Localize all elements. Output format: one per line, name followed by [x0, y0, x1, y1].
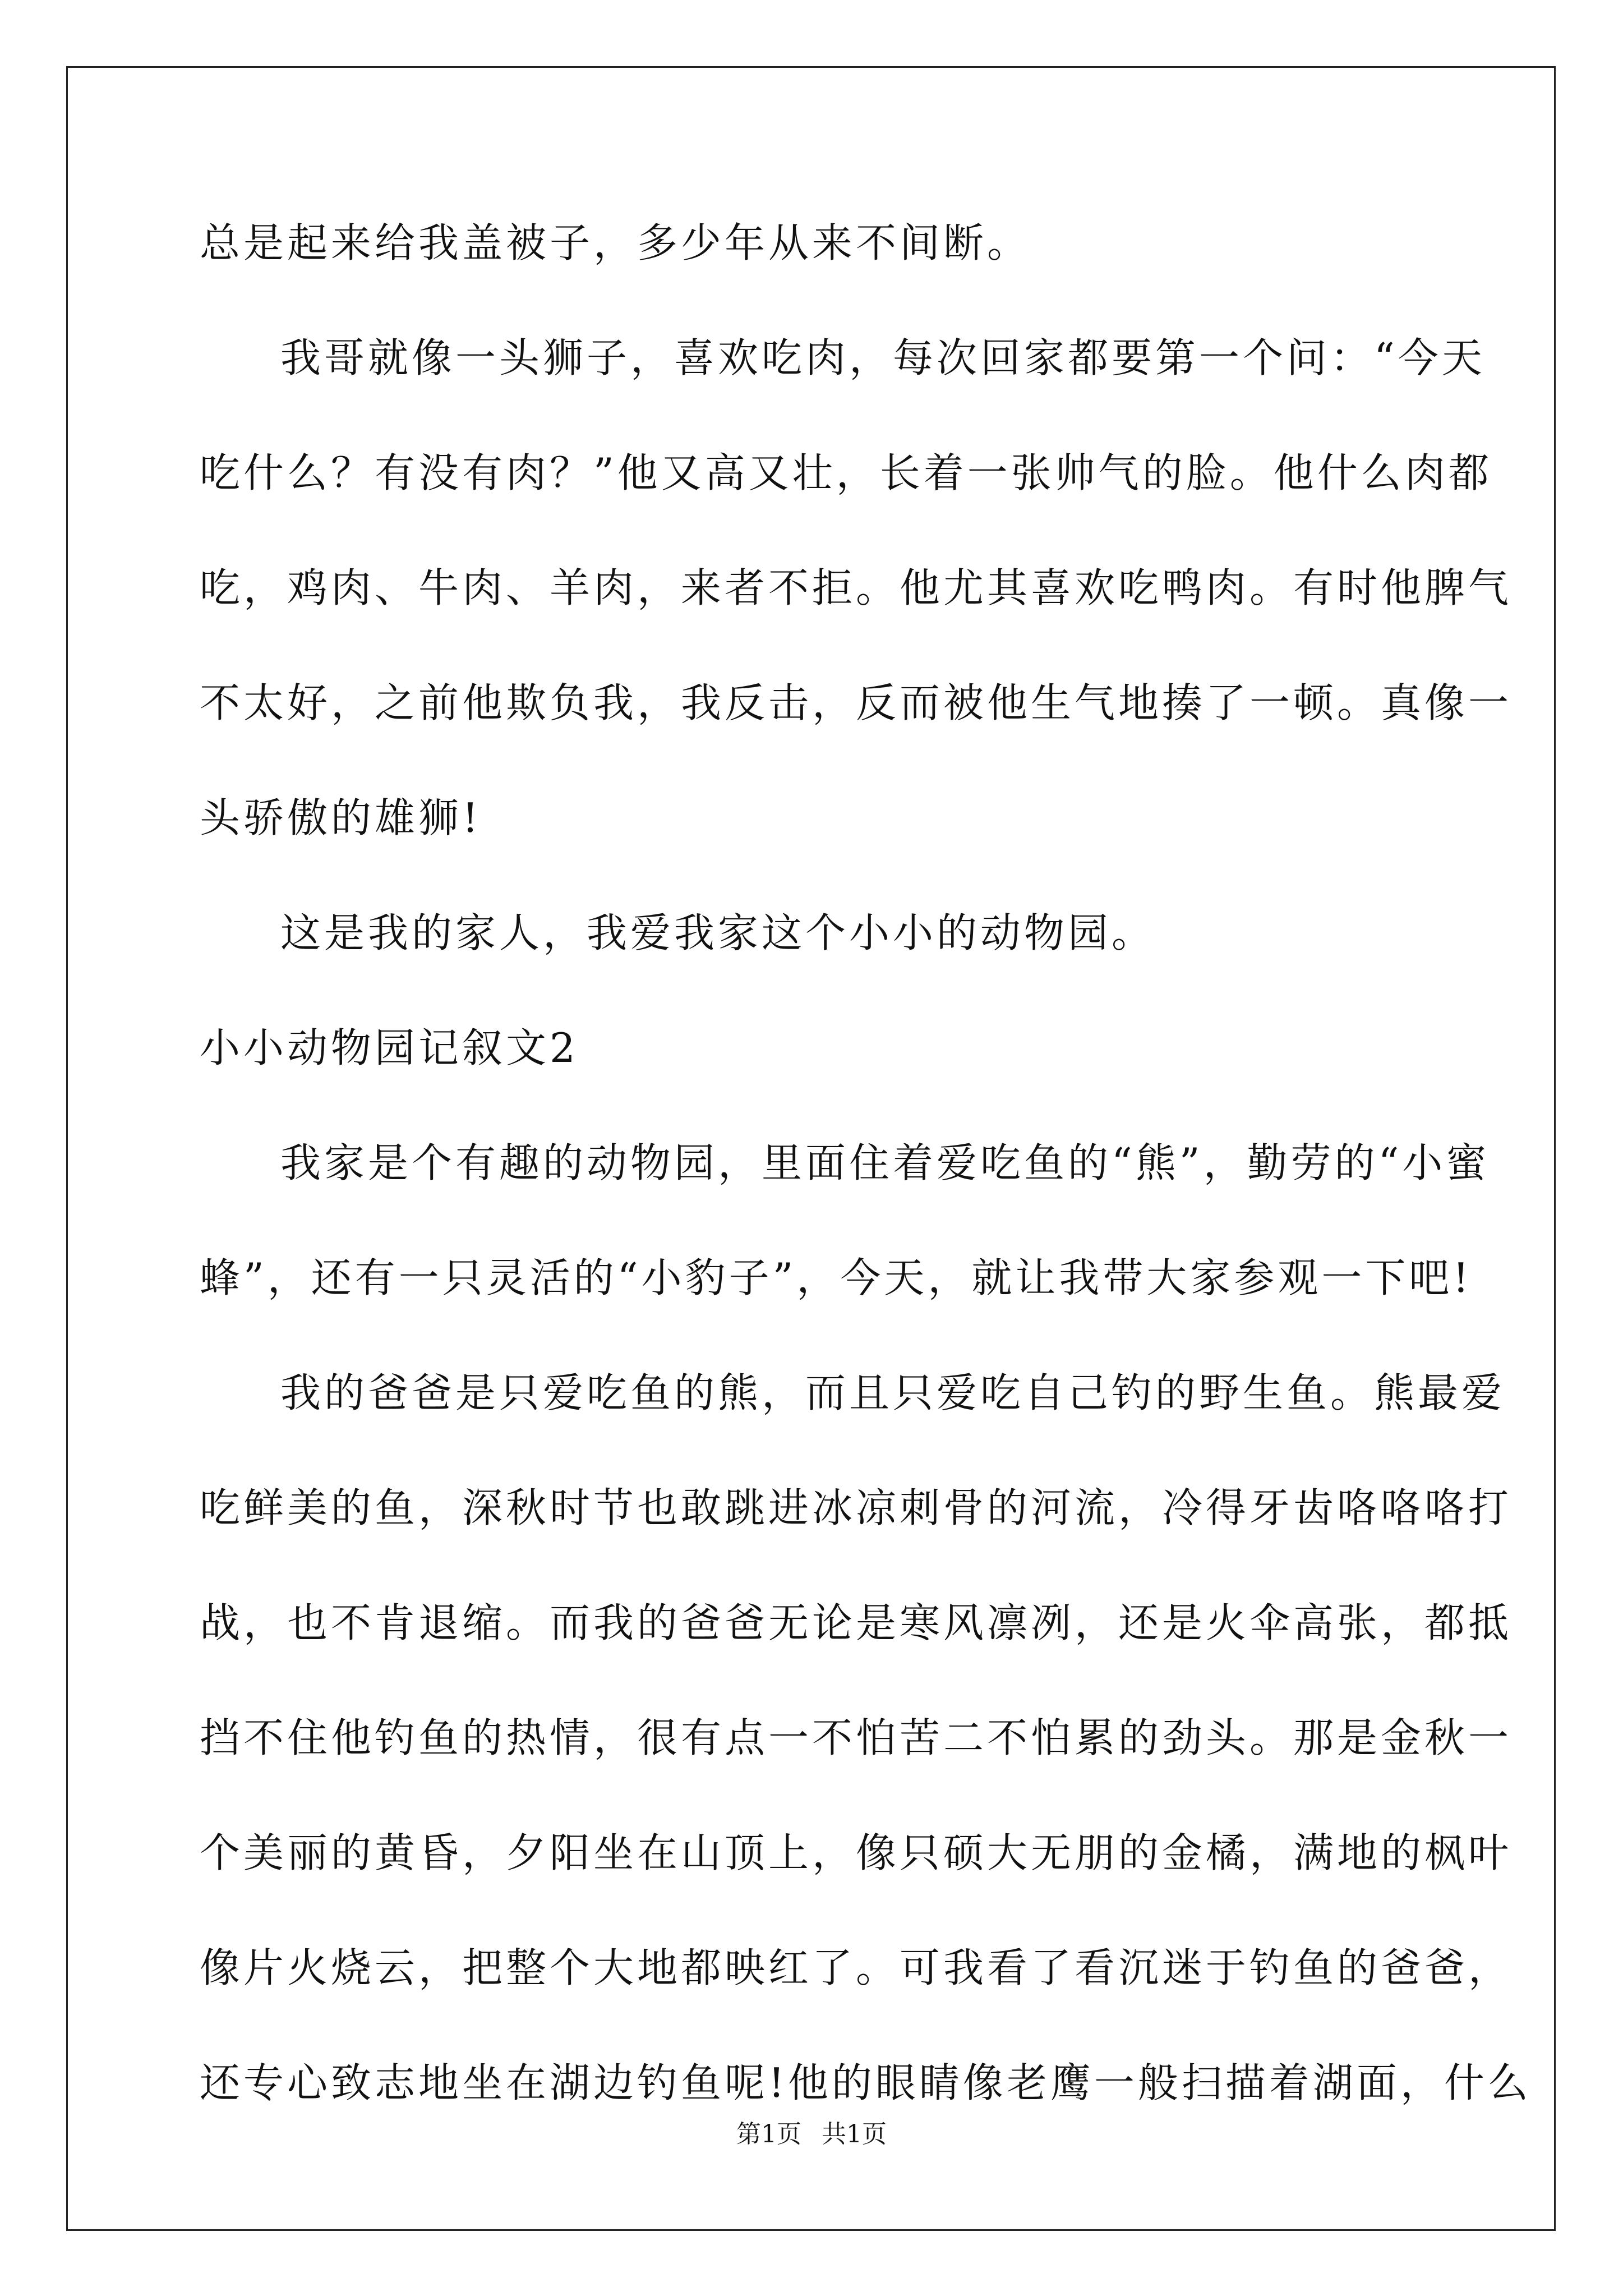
page-footer: [0, 2118, 1623, 2151]
text-line: 蜂”，还有一只灵活的“小豹子”，今天，就让我带大家参观一下吧!: [200, 1254, 1473, 1301]
text-line: 吃，鸡肉、牛肉、羊肉，来者不拒。他尤其喜欢吃鸭肉。有时他脾气: [200, 564, 1513, 611]
paragraph-start-line: 我家是个有趣的动物园，里面住着爱吃鱼的“熊”，勤劳的“小蜜: [280, 1139, 1490, 1186]
text-line: 吃什么？有没有肉？”他又高又壮，长着一张帅气的脸。他什么肉都: [200, 449, 1492, 496]
text-line: 吃鲜美的鱼，深秋时节也敢跳进冰凉刺骨的河流，冷得牙齿咯咯咯打: [200, 1484, 1513, 1531]
text-line: 像片火烧云，把整个大地都映红了。可我看了看沉迷于钓鱼的爸爸，: [200, 1944, 1513, 1991]
page-number: 第1页: [736, 2120, 801, 2148]
text-line: 个美丽的黄昏，夕阳坐在山顶上，像只硕大无朋的金橘，满地的枫叶: [200, 1829, 1513, 1876]
paragraph-start-line: 我哥就像一头狮子，喜欢吃肉，每次回家都要第一个问：“今天: [280, 334, 1486, 381]
text-line: 战，也不肯退缩。而我的爸爸无论是寒风凛冽，还是火伞高张，都抵: [200, 1599, 1513, 1646]
text-line: 不太好，之前他欺负我，我反击，反而被他生气地揍了一顿。真像一: [200, 679, 1513, 726]
text-line: 挡不住他钓鱼的热情，很有点一不怕苦二不怕累的劲头。那是金秋一: [200, 1714, 1513, 1761]
text-line: 头骄傲的雄狮!: [200, 794, 482, 841]
text-line: 总是起来给我盖被子，多少年从来不间断。: [200, 219, 1031, 266]
paragraph-start-line: 这是我的家人，我爱我家这个小小的动物园。: [280, 909, 1156, 956]
page-total: 共1页: [822, 2120, 887, 2148]
text-line: 还专心致志地坐在湖边钓鱼呢!他的眼睛像老鹰一般扫描着湖面，什么: [200, 2059, 1532, 2106]
paragraph-start-line: 我的爸爸是只爱吃鱼的熊，而且只爱吃自己钓的野生鱼。熊最爱: [280, 1369, 1506, 1416]
section-heading: 小小动物园记叙文2: [200, 1024, 579, 1071]
